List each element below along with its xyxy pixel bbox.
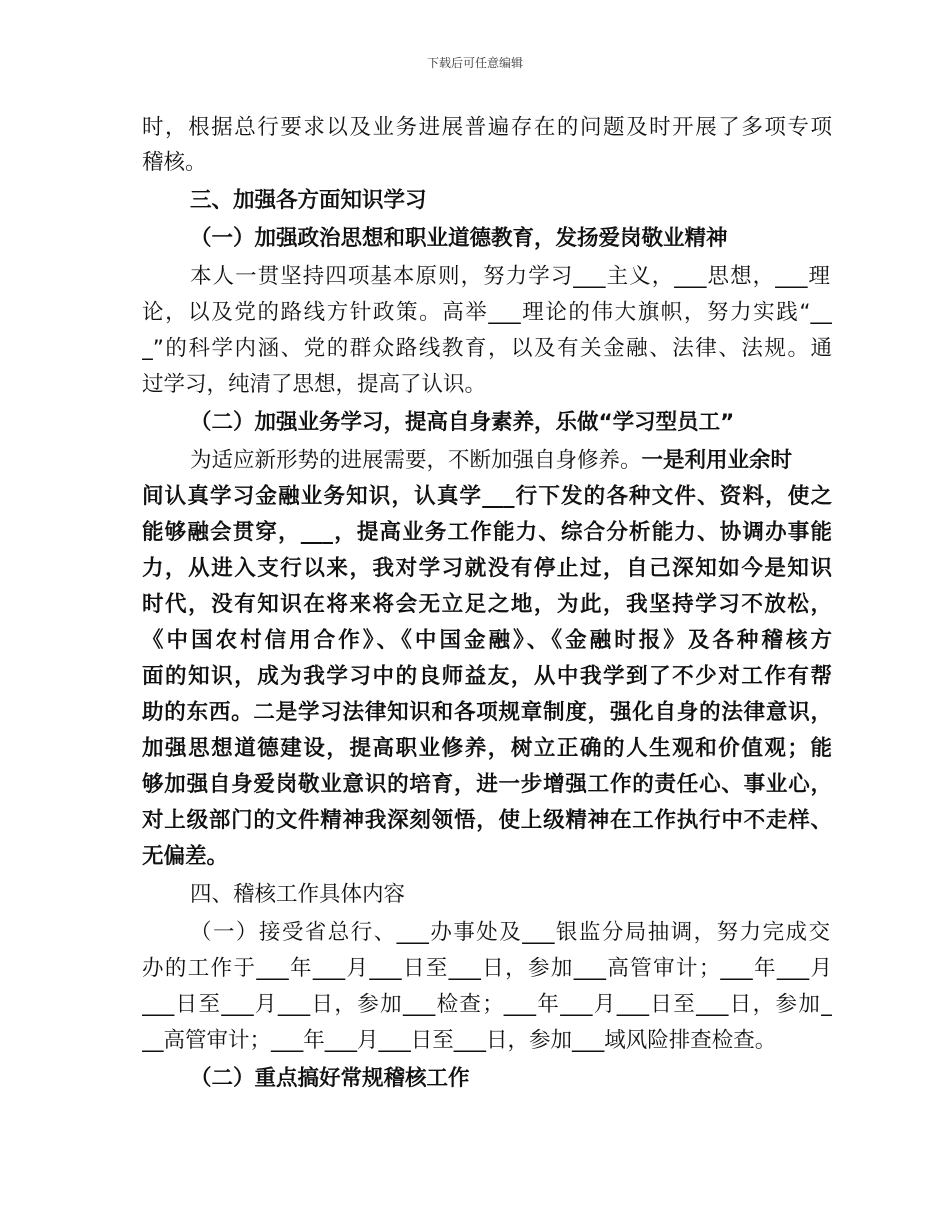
subsection-heading: （二）加强业务学习，提高自身素养，乐做“学习型员工” bbox=[190, 410, 735, 435]
paragraph-line: ___日至___月___日，参加___检查；___年___月___日至___日，参加_ bbox=[142, 992, 832, 1017]
paragraph-line: 《中国农村信用合作》、《中国金融》、《金融时报》及各种稽核方 bbox=[142, 628, 832, 653]
paragraph-line bbox=[190, 446, 830, 476]
paragraph-line: 过学习，纯清了思想，提高了认识。 bbox=[142, 372, 487, 397]
paragraph-line: 时，根据总行要求以及业务进展普遍存在的问题及时开展了多项专项 bbox=[142, 115, 832, 140]
paragraph-line: （一）接受省总行、___办事处及___银监分局抽调，努力完成交 bbox=[190, 920, 830, 945]
paragraph-line: _”的科学内涵、党的群众路线教育，以及有关金融、法律、法规。通 bbox=[142, 336, 832, 361]
paragraph-line: 助的东西。二是学习法律知识和各项规章制度，强化自身的法律意识， bbox=[142, 700, 832, 725]
paragraph-line: 够加强自身爱岗敬业意识的培育，进一步增强工作的责任心、事业心， bbox=[142, 772, 832, 797]
paragraph-line: 论，以及党的路线方针政策。高举___理论的伟大旗帜，努力实践“__ bbox=[142, 300, 832, 325]
subsection-heading: （二）重点搞好常规稽核工作 bbox=[190, 1066, 470, 1091]
paragraph-line: 无偏差。 bbox=[142, 844, 229, 869]
paragraph-line: 本人一贯坚持四项基本原则，努力学习___主义，___思想，___理 bbox=[190, 264, 830, 289]
section-heading: 三、加强各方面知识学习 bbox=[190, 188, 427, 213]
page-header: 下载后可任意编辑 bbox=[426, 56, 523, 70]
paragraph-line: 面的知识，成为我学习中的良师益友，从中我学到了不少对工作有帮 bbox=[142, 664, 832, 689]
paragraph-line: __高管审计；___年___月___日至___日，参加___域风险排查检查。 bbox=[142, 1028, 777, 1053]
paragraph-line: 办的工作于___年___月___日至___日，参加___高管审计；___年___月 bbox=[142, 956, 832, 981]
paragraph-line: 能够融会贯穿，___，提高业务工作能力、综合分析能力、协调办事能 bbox=[142, 520, 832, 545]
paragraph-line: 加强思想道德建设，提高职业修养，树立正确的人生观和价值观；能 bbox=[142, 736, 832, 761]
paragraph-line: 时代，没有知识在将来将会无立足之地，为此，我坚持学习不放松， bbox=[142, 592, 832, 617]
section-heading: 四、稽核工作具体内容 bbox=[190, 882, 406, 907]
paragraph-line: 对上级部门的文件精神我深刻领悟，使上级精神在工作执行中不走样、 bbox=[142, 808, 832, 833]
subsection-heading: （一）加强政治思想和职业道德教育，发扬爱岗敬业精神 bbox=[190, 226, 728, 251]
paragraph-text: 为适应新形势的进展需要，不断加强自身修养。 bbox=[190, 448, 642, 473]
paragraph-line: 稽核。 bbox=[142, 150, 207, 175]
paragraph-line: 力，从进入支行以来，我对学习就没有停止过，自己深知如今是知识 bbox=[142, 556, 832, 581]
paragraph-line: 间认真学习金融业务知识，认真学___行下发的各种文件、资料，使之 bbox=[142, 484, 832, 509]
paragraph-text-bold: 一是利用业余时 bbox=[641, 448, 793, 473]
